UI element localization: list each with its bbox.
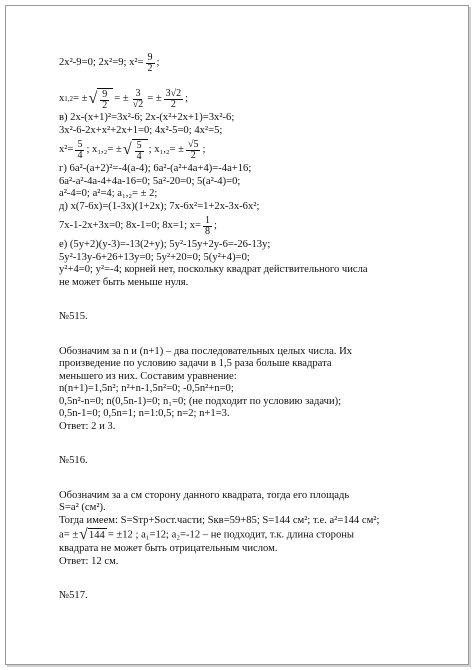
text-line: n(n+1)=1,5n²; n²+n-1,5n²=0; -0,5n²+n=0; [59, 383, 234, 394]
radical: √ $\frac{5}{4}$ [123, 139, 148, 162]
text-line: произведение по условию задачи в 1,5 раза больше квадрата [59, 358, 332, 369]
text-line: 6a²-a²-4a-4+4a-16=0; 5a²-20=0; 5(a²-4)=0; [59, 175, 241, 187]
text-line: д) x(7-6x)=(1-3x)(1+2x); 7x-6x²=1+2x-3x-6x²; [59, 200, 260, 212]
text-line: 3x²-6-2x+x²+2x+1=0; 4x²-5=0; 4x²=5; [59, 124, 223, 136]
text-line: y²+4=0; y²=-4; корней нет, поскольку квадрат действительного числа [59, 264, 368, 275]
text-line: не может быть меньше нуля. [59, 276, 189, 288]
radical: √ 144 [79, 527, 105, 543]
equation-line: 2x²-9=0; 2x²=9; x²= $\frac{9}{2}$ ; [59, 51, 160, 74]
text-line: S=a² (см²). [59, 502, 106, 513]
fraction: $\frac{1}{8}$ [204, 214, 210, 237]
equation-line: x 1,2 = ± √ $\frac{9}{2}$ = ± $\frac{3}{√2}$ = ± $\frac{3√2}{2}$ ; [59, 87, 189, 111]
text-line: г) 6a²-(a+2)²=-4(a-4); 6a²-(a²+4a+4)=-4a+16; [59, 163, 252, 174]
problem-number: №516. [59, 455, 88, 466]
fraction: $\frac{5}{4}$ [77, 138, 83, 161]
answer-line: Ответ: 2 и 3. [59, 420, 116, 432]
text-line: Обозначим за a см сторону данного квадрата, тогда его площадь [59, 489, 350, 501]
fraction: $\frac{√5}{2}$ [187, 138, 199, 161]
text-line: 0,5n-1=0; 0,5n=1; n=1:0,5; n=2; n+1=3. [59, 408, 230, 419]
text-line: в) 2x-(x+1)²=3x²-6; 2x-(x²+2x+1)=3x²-6; [59, 112, 235, 123]
text-line: Обозначим за n и (n+1) – два последовательных целых числа. Их [59, 345, 353, 357]
equation-line: 7x-1-2x+3x=0; 8x-1=0; 8x=1; x= $\frac{1}{8}$ ; [59, 214, 217, 237]
problem-number: №517. [59, 590, 88, 601]
fraction: $\frac{3}{√2}$ [132, 87, 144, 110]
fraction: $\frac{3√2}{2}$ [165, 87, 182, 110]
text-line: квадрата не может быть отрицательным числом. [59, 543, 278, 554]
text-line: 0,5n²-n=0; n(0,5n-1)=0; n₁=0; (не подходит по условию задачи); [59, 395, 342, 407]
problem-number: №515. [59, 311, 88, 322]
radical: √ $\frac{9}{2}$ [88, 88, 113, 111]
answer-line: Ответ: 12 см. [59, 555, 119, 567]
text-line: меньшего из них. Составим уравнение: [59, 370, 237, 382]
fraction: $\frac{9}{2}$ [147, 51, 153, 74]
equation-line: x²= $\frac{5}{4}$ ; x₁,₂= ± √ $\frac{5}{4}$ ; x₁,₂= ± $\frac{√5}{2}$ ; [59, 138, 206, 162]
text-line: Тогда имеем: S=Sтр+Sост.части; Sкв=59+85; S=144 см²; т.е. a²=144 см²; [59, 514, 380, 526]
document-body [59, 50, 454, 603]
text-line: е) (5y+2)(y-3)=-13(2+y); 5y²-15y+2y-6=-26-13y; [59, 239, 271, 250]
text-line: 5y²-13y-6+26+13y=0; 5y²+20=0; 5(y²+4)=0; [59, 251, 250, 263]
equation-line: a= ± √ 144 = ±12 ; a₁=12; a₂=-12 – не подходит, т.к. длина стороны [59, 527, 355, 543]
text-line: a²-4=0; a²=4; a₁,₂= ± 2; [59, 188, 158, 199]
